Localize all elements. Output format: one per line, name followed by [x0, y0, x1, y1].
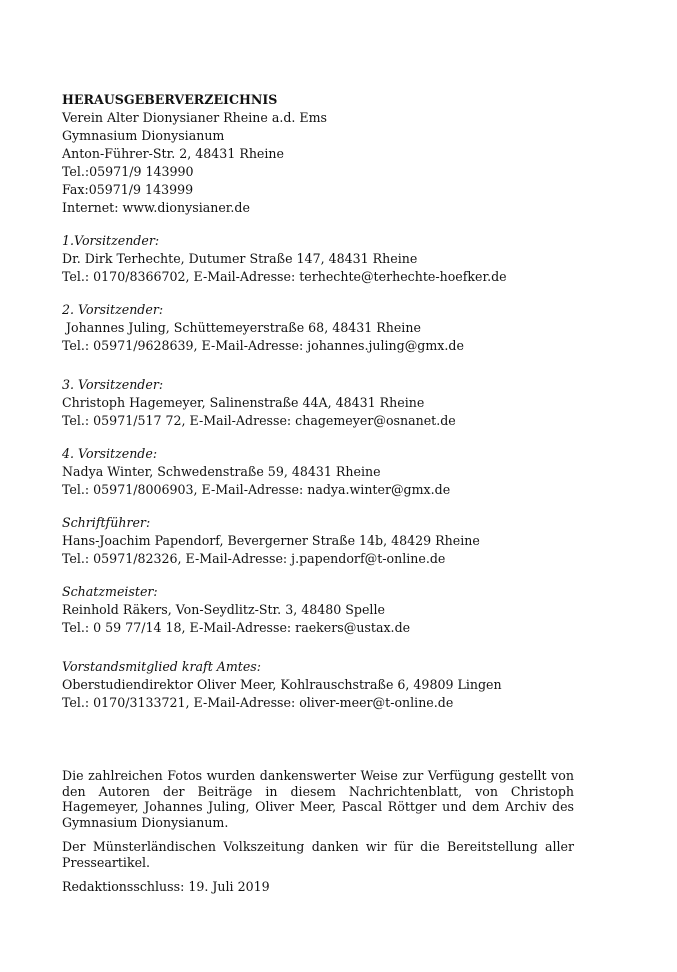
- page-heading: HERAUSGEBERVERZEICHNIS: [62, 92, 278, 107]
- publisher-website: Internet: www.dionysianer.de: [62, 200, 250, 215]
- press-thanks: Der Münsterländischen Volkszeitung danken wir für die Bereitstellung aller Presseartikel.: [62, 839, 574, 870]
- publisher-phone: Tel.:05971/9 143990: [62, 164, 194, 179]
- school-name: Gymnasium Dionysianum: [62, 128, 225, 143]
- member-role: 2. Vorsitzender:: [62, 302, 164, 317]
- member-role: 4. Vorsitzende:: [62, 446, 158, 461]
- member-contact: Tel.: 05971/8006903, E-Mail-Adresse: nadya.winter@gmx.de: [62, 482, 451, 497]
- member-address: Dr. Dirk Terhechte, Dutumer Straße 147, 48431 Rheine: [62, 251, 418, 266]
- member-contact: Tel.: 0170/3133721, E-Mail-Adresse: oliver-meer@t-online.de: [62, 695, 454, 710]
- photo-credits: Die zahlreichen Fotos wurden dankenswerter Weise zur Verfügung gestellt von den Autoren der Beiträge in diesem Nachrichtenblatt, von Christoph Hagemeyer, Johannes Juling, Oliver Meer, Pascal Röttger und dem Archiv des Gymnasium Dionysianum.: [62, 768, 574, 830]
- member-contact: Tel.: 05971/9628639, E-Mail-Adresse: johannes.juling@gmx.de: [62, 338, 464, 353]
- publisher-fax: Fax:05971/9 143999: [62, 182, 194, 197]
- board-member-1: [62, 232, 574, 286]
- board-member-ex-officio: [62, 658, 574, 712]
- member-role: Vorstandsmitglied kraft Amtes:: [62, 659, 262, 674]
- member-contact: Tel.: 05971/517 72, E-Mail-Adresse: chagemeyer@osnanet.de: [62, 413, 456, 428]
- member-role: Schatzmeister:: [62, 584, 158, 599]
- board-member-treasurer: [62, 583, 574, 637]
- member-role: 3. Vorsitzender:: [62, 377, 164, 392]
- member-address: Johannes Juling, Schüttemeyerstraße 68, 48431 Rheine: [62, 320, 421, 335]
- member-contact: Tel.: 0170/8366702, E-Mail-Adresse: terhechte@terhechte-hoefker.de: [62, 269, 507, 284]
- member-address: Christoph Hagemeyer, Salinenstraße 44A, 48431 Rheine: [62, 395, 425, 410]
- board-member-3: [62, 376, 574, 430]
- member-address: Oberstudiendirektor Oliver Meer, Kohlrauschstraße 6, 49809 Lingen: [62, 677, 502, 692]
- member-role: Schriftführer:: [62, 515, 151, 530]
- board-member-4: [62, 445, 574, 499]
- member-address: Hans-Joachim Papendorf, Bevergerner Straße 14b, 48429 Rheine: [62, 533, 480, 548]
- publisher-block: [62, 91, 574, 217]
- publisher-address: Anton-Führer-Str. 2, 48431 Rheine: [62, 146, 284, 161]
- editorial-deadline: Redaktionsschluss: 19. Juli 2019: [62, 879, 270, 894]
- board-member-secretary: [62, 514, 574, 568]
- member-contact: Tel.: 05971/82326, E-Mail-Adresse: j.papendorf@t-online.de: [62, 551, 446, 566]
- publisher-name: Verein Alter Dionysianer Rheine a.d. Ems: [62, 110, 328, 125]
- member-contact: Tel.: 0 59 77/14 18, E-Mail-Adresse: raekers@ustax.de: [62, 620, 411, 635]
- board-member-2: [62, 301, 574, 355]
- imprint-page: [62, 91, 574, 895]
- member-address: Nadya Winter, Schwedenstraße 59, 48431 Rheine: [62, 464, 381, 479]
- member-address: Reinhold Räkers, Von-Seydlitz-Str. 3, 48480 Spelle: [62, 602, 385, 617]
- member-role: 1.Vorsitzender:: [62, 233, 160, 248]
